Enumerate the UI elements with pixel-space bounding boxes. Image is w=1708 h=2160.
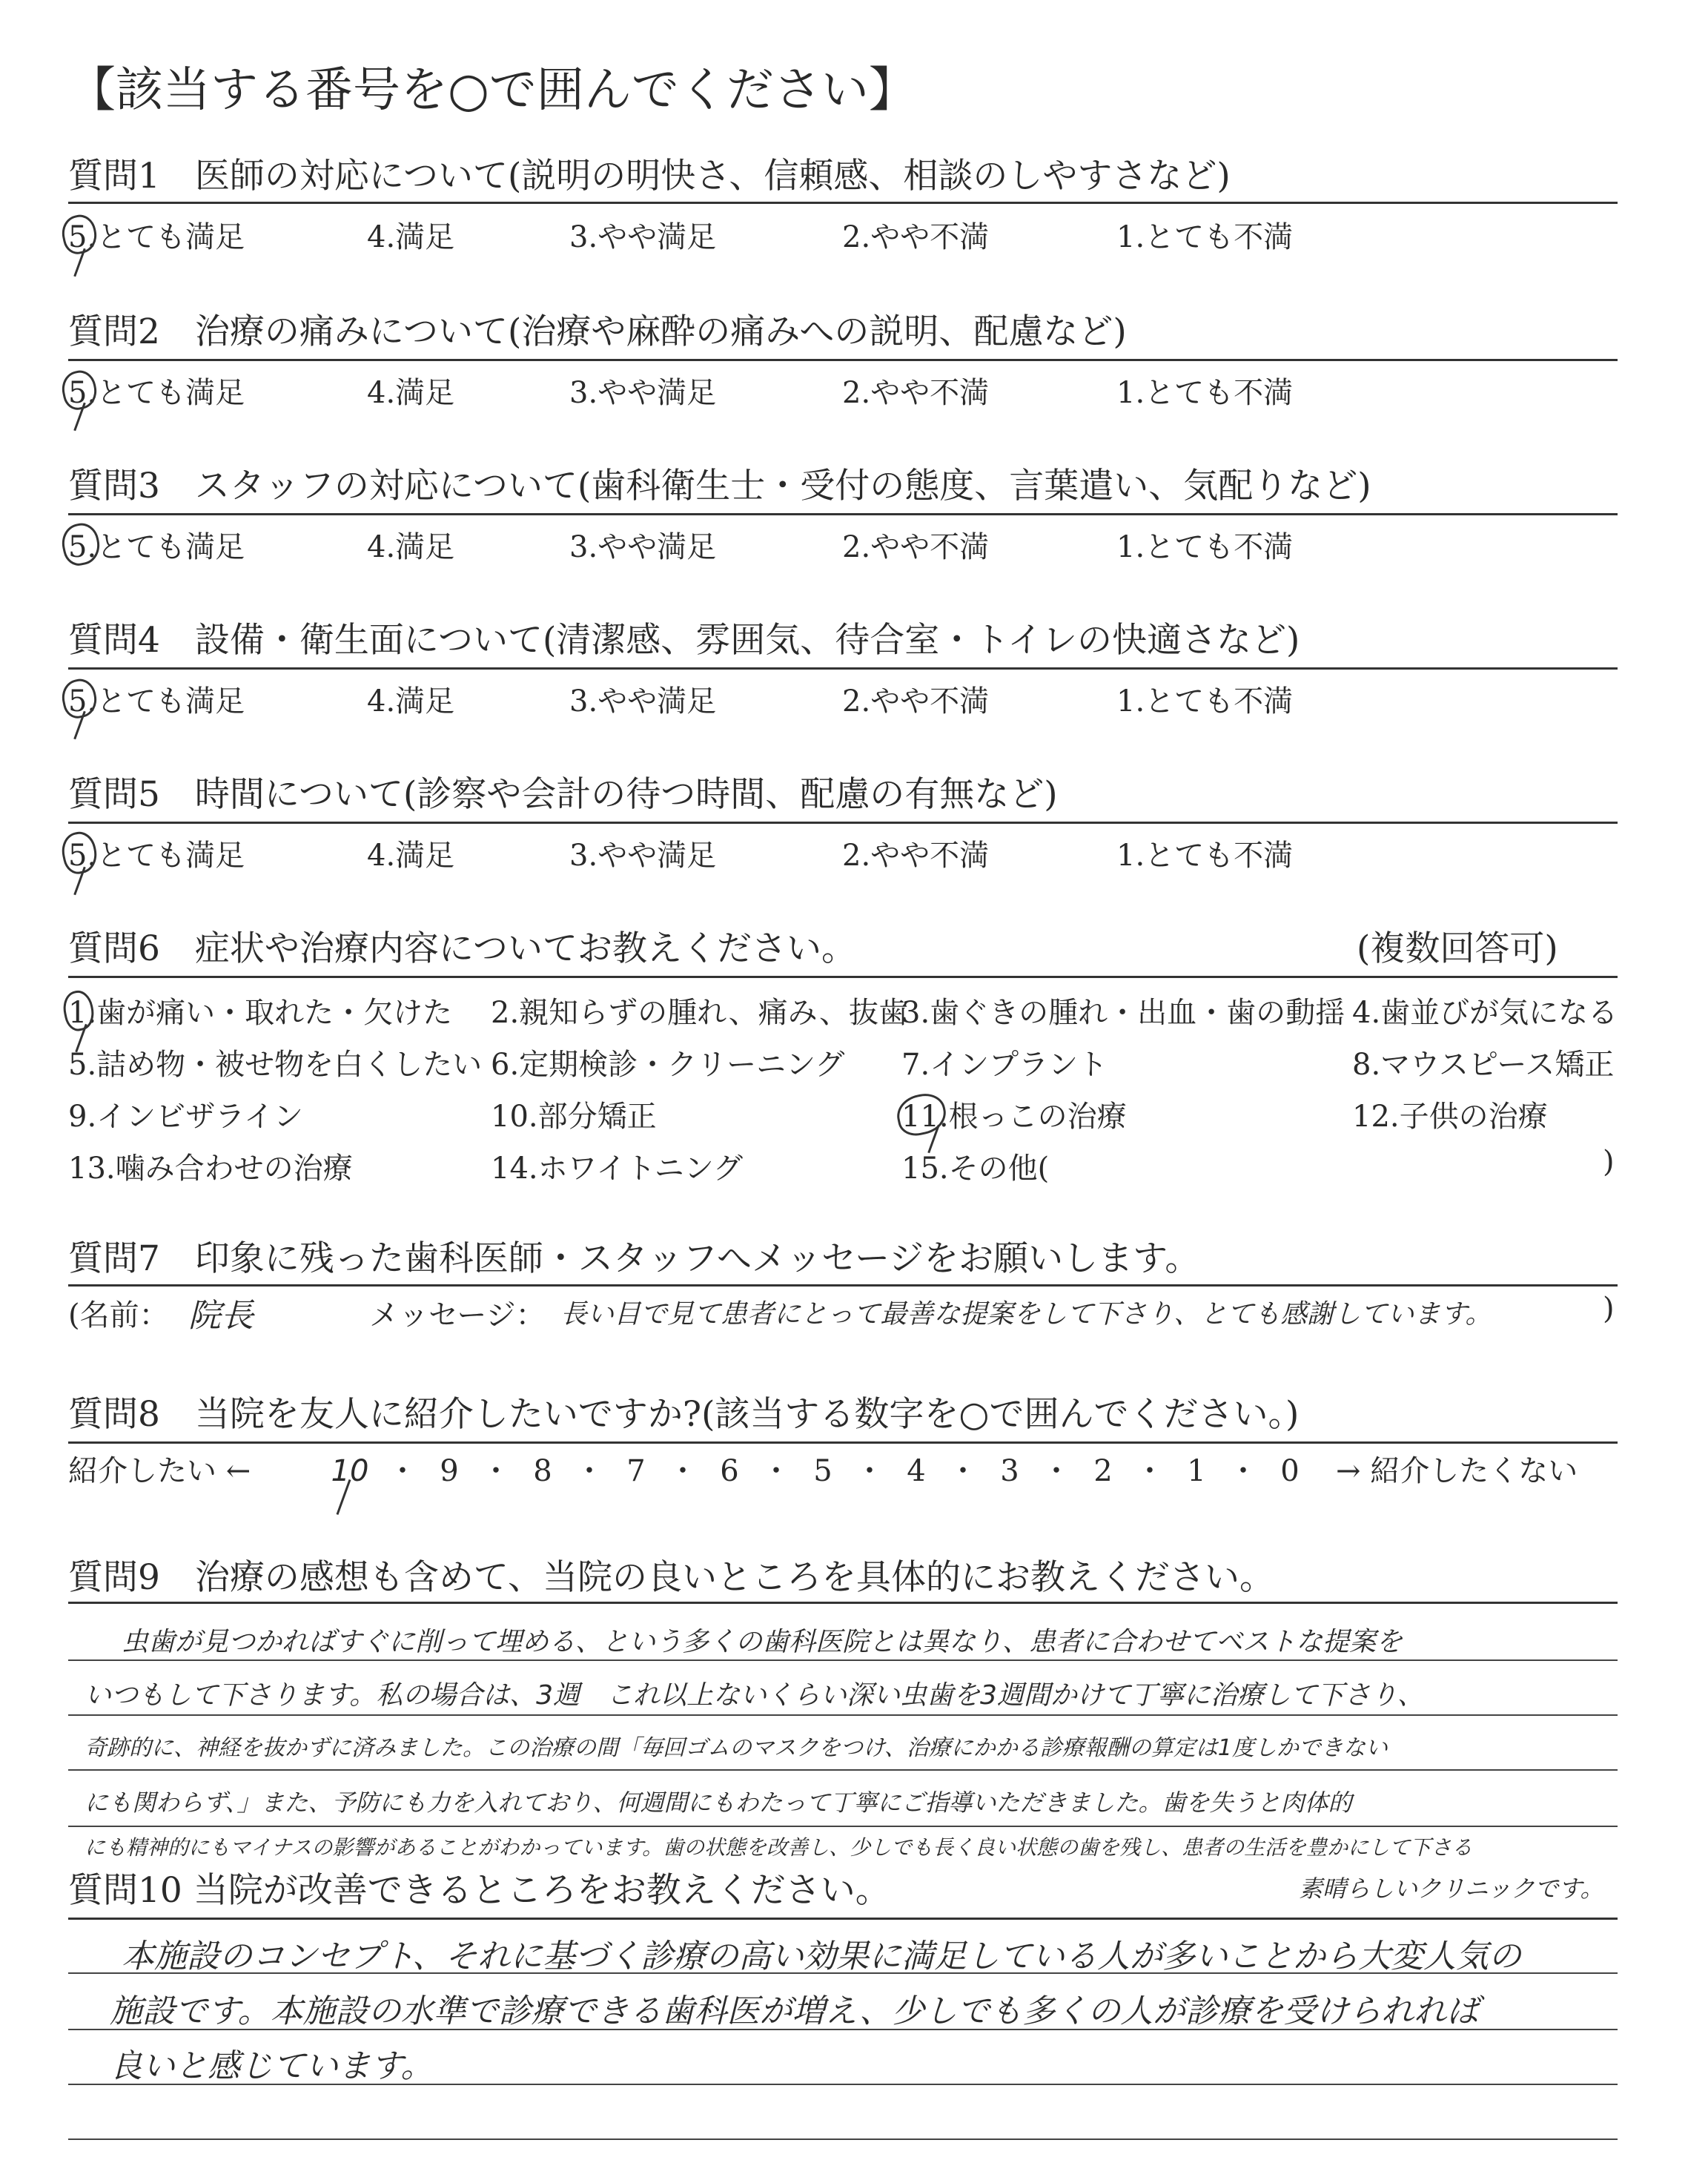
- q2-option-1[interactable]: 1.とても不満: [1116, 376, 1294, 410]
- q6-item-2[interactable]: 2.親知らずの腫れ、痛み、抜歯: [491, 996, 908, 1030]
- q6-item-4[interactable]: 4.歯並びが気になる: [1352, 996, 1618, 1030]
- q8-scale-value-4[interactable]: 4: [907, 1454, 926, 1488]
- q6-item-15[interactable]: 15.その他(: [901, 1152, 1050, 1186]
- q7-message-close: ): [1603, 1292, 1615, 1326]
- q3-option-1[interactable]: 1.とても不満: [1116, 530, 1294, 564]
- q10-rule-0: [68, 1918, 1618, 1920]
- q8-scale-value-6[interactable]: 6: [720, 1454, 739, 1488]
- q5-title: 質問5 時間について(診察や会計の待つ時間、配慮の有無など): [68, 774, 1058, 815]
- q8-scale-separator: ・: [668, 1454, 698, 1488]
- q8-scale-value-2[interactable]: 2: [1093, 1454, 1113, 1488]
- q7-title: 質問7 印象に残った歯科医師・スタッフへメッセージをお願いします。: [68, 1238, 1200, 1279]
- q8-scale-value-5[interactable]: 5: [813, 1454, 833, 1488]
- q8-rule: [68, 1441, 1618, 1444]
- q6-item-5[interactable]: 5.詰め物・被せ物を白くしたい: [68, 1048, 483, 1082]
- q4-option-1[interactable]: 1.とても不満: [1116, 684, 1294, 719]
- q6-item-11[interactable]: 11.根っこの治療: [901, 1100, 1127, 1134]
- q3-title: 質問3 スタッフの対応について(歯科衛生士・受付の態度、言葉遣い、気配りなど): [68, 466, 1371, 506]
- q5-option-1[interactable]: 1.とても不満: [1116, 839, 1294, 873]
- q2-option-2[interactable]: 2.やや不満: [842, 376, 990, 410]
- q4-option-5[interactable]: 5.とても満足: [68, 684, 245, 719]
- q9-answer-line-6[interactable]: 素晴らしいクリニックです。: [1299, 1875, 1604, 1903]
- q8-scale-separator: ・: [575, 1454, 604, 1488]
- q8-scale-separator: ・: [855, 1454, 884, 1488]
- q8-scale-value-0[interactable]: 0: [1280, 1454, 1300, 1488]
- q6-item-13[interactable]: 13.噛み合わせの治療: [68, 1152, 353, 1186]
- q6-item-15-close: ): [1603, 1145, 1615, 1179]
- q3-rule: [68, 513, 1618, 515]
- q8-right-label: → 紹介したくない: [1336, 1454, 1578, 1488]
- q10-answer-line-2[interactable]: 施設です。本施設の水準で診療できる歯科医が増え、少しでも多くの人が診療を受けられれば: [110, 1992, 1480, 2030]
- q8-scale-separator: ・: [1228, 1454, 1258, 1488]
- q9-rule-2: [68, 1714, 1618, 1716]
- q1-title: 質問1 医師の対応について(説明の明快さ、信頼感、相談のしやすさなど): [68, 156, 1231, 196]
- q4-option-2[interactable]: 2.やや不満: [842, 684, 990, 719]
- q2-title: 質問2 治療の痛みについて(治療や麻酔の痛みへの説明、配慮など): [68, 311, 1127, 352]
- q9-rule-1: [68, 1659, 1618, 1661]
- q7-name-value[interactable]: 院長: [188, 1297, 254, 1335]
- q5-rule: [68, 822, 1618, 824]
- q3-option-2[interactable]: 2.やや不満: [842, 530, 990, 564]
- q9-rule-3: [68, 1769, 1618, 1771]
- q4-option-3[interactable]: 3.やや満足: [569, 684, 717, 719]
- q8-scale-value-8[interactable]: 8: [533, 1454, 552, 1488]
- q6-title: 質問6 症状や治療内容についてお教えください。: [68, 928, 856, 969]
- q3-option-4[interactable]: 4.満足: [367, 530, 455, 564]
- q1-option-4[interactable]: 4.満足: [367, 220, 455, 254]
- q8-scale-value-7[interactable]: 7: [626, 1454, 646, 1488]
- q8-scale-separator: ・: [481, 1454, 511, 1488]
- q8-scale: [329, 1447, 1305, 1490]
- q2-option-3[interactable]: 3.やや満足: [569, 376, 717, 410]
- q9-rule-0: [68, 1602, 1618, 1604]
- q8-scale-value-9[interactable]: 9: [440, 1454, 459, 1488]
- q6-item-12[interactable]: 12.子供の治療: [1352, 1100, 1548, 1134]
- q4-rule: [68, 667, 1618, 670]
- q9-title: 質問9 治療の感想も含めて、当院の良いところを具体的にお教えください。: [68, 1557, 1274, 1598]
- q2-option-4[interactable]: 4.満足: [367, 376, 455, 410]
- q1-option-2[interactable]: 2.やや不満: [842, 220, 990, 254]
- q5-option-5[interactable]: 5.とても満足: [68, 839, 245, 873]
- q6-item-1[interactable]: 1.歯が痛い・取れた・欠けた: [68, 996, 453, 1030]
- q6-item-3[interactable]: 3.歯ぐきの腫れ・出血・歯の動揺: [901, 996, 1345, 1030]
- q10-rule-4: [68, 2138, 1618, 2140]
- q8-scale-separator: ・: [1135, 1454, 1165, 1488]
- q8-title: 質問8 当院を友人に紹介したいですか?(該当する数字を○で囲んでください。): [68, 1394, 1300, 1435]
- q6-item-8[interactable]: 8.マウスピース矯正: [1352, 1048, 1615, 1082]
- q1-option-1[interactable]: 1.とても不満: [1116, 220, 1294, 254]
- q9-answer-line-3[interactable]: 奇跡的に、神経を抜かずに済みました。この治療の間「毎回ゴムのマスクをつけ、治療にかかる診療報酬の算定は1度しかできない: [85, 1735, 1388, 1761]
- q10-answer-line-1[interactable]: 本施設のコンセプト、それに基づく診療の高い効果に満足している人が多いことから大変人気の: [122, 1938, 1522, 1975]
- q6-item-14[interactable]: 14.ホワイトニング: [491, 1152, 744, 1186]
- q5-option-4[interactable]: 4.満足: [367, 839, 455, 873]
- q5-option-3[interactable]: 3.やや満足: [569, 839, 717, 873]
- q6-item-10[interactable]: 10.部分矯正: [491, 1100, 657, 1134]
- q9-rule-4: [68, 1826, 1618, 1827]
- q1-option-5[interactable]: 5.とても満足: [68, 220, 245, 254]
- q6-rule: [68, 976, 1618, 978]
- q8-scale-value-10[interactable]: 10: [331, 1454, 369, 1488]
- q8-scale-value-3[interactable]: 3: [1000, 1454, 1019, 1488]
- q7-message-label: メッセージ：: [369, 1298, 546, 1332]
- q6-multiple-answer-note: (複数回答可): [1357, 928, 1558, 969]
- q2-option-5[interactable]: 5.とても満足: [68, 376, 245, 410]
- q9-answer-line-2[interactable]: いつもして下さります。私の場合は、3週 これ以上ないくらい深い虫歯を3週間かけて丁寧に治療して下さり、: [85, 1680, 1424, 1711]
- q8-scale-value-1[interactable]: 1: [1187, 1454, 1206, 1488]
- q1-option-3[interactable]: 3.やや満足: [569, 220, 717, 254]
- q2-rule: [68, 359, 1618, 361]
- q8-scale-separator: ・: [388, 1454, 417, 1488]
- q7-message-value[interactable]: 長い目で見て患者にとって最善な提案をして下さり、とても感謝しています。: [560, 1299, 1492, 1330]
- q10-title: 質問10 当院が改善できるところをお教えください。: [68, 1870, 890, 1911]
- q6-item-9[interactable]: 9.インビザライン: [68, 1100, 303, 1134]
- q10-answer-line-3[interactable]: 良いと感じています。: [110, 2047, 434, 2085]
- q5-option-2[interactable]: 2.やや不満: [842, 839, 990, 873]
- q8-left-label: 紹介したい ←: [68, 1454, 251, 1488]
- q1-rule: [68, 202, 1618, 204]
- q8-scale-separator: ・: [761, 1454, 791, 1488]
- q3-option-5[interactable]: 5.とても満足: [68, 530, 245, 564]
- q8-scale-separator: ・: [948, 1454, 978, 1488]
- q3-option-3[interactable]: 3.やや満足: [569, 530, 717, 564]
- q9-answer-line-1[interactable]: 虫歯が見つかればすぐに削って埋める、という多くの歯科医院とは異なり、患者に合わせてベストな提案を: [122, 1627, 1403, 1657]
- q6-item-6[interactable]: 6.定期検診・クリーニング: [491, 1048, 845, 1082]
- q7-name-label: (名前：: [68, 1298, 169, 1332]
- q9-answer-line-4[interactable]: にも関わらず、」また、予防にも力を入れており、何週間にもわたって丁寧にご指導いただきました。歯を失うと肉体的: [85, 1789, 1352, 1817]
- q8-scale-separator: ・: [1042, 1454, 1071, 1488]
- q7-rule: [68, 1284, 1618, 1287]
- q4-title: 質問4 設備・衛生面について(清潔感、雰囲気、待合室・トイレの快適さなど): [68, 620, 1300, 661]
- q6-item-7[interactable]: 7.インプラント: [901, 1048, 1108, 1082]
- page-heading: 【該当する番号を○で囲んでください】: [68, 63, 916, 118]
- q9-answer-line-5[interactable]: にも精神的にもマイナスの影響があることがわかっています。歯の状態を改善し、少しでも長く良い状態の歯を残し、患者の生活を豊かにして下さる: [85, 1835, 1473, 1860]
- q4-option-4[interactable]: 4.満足: [367, 684, 455, 719]
